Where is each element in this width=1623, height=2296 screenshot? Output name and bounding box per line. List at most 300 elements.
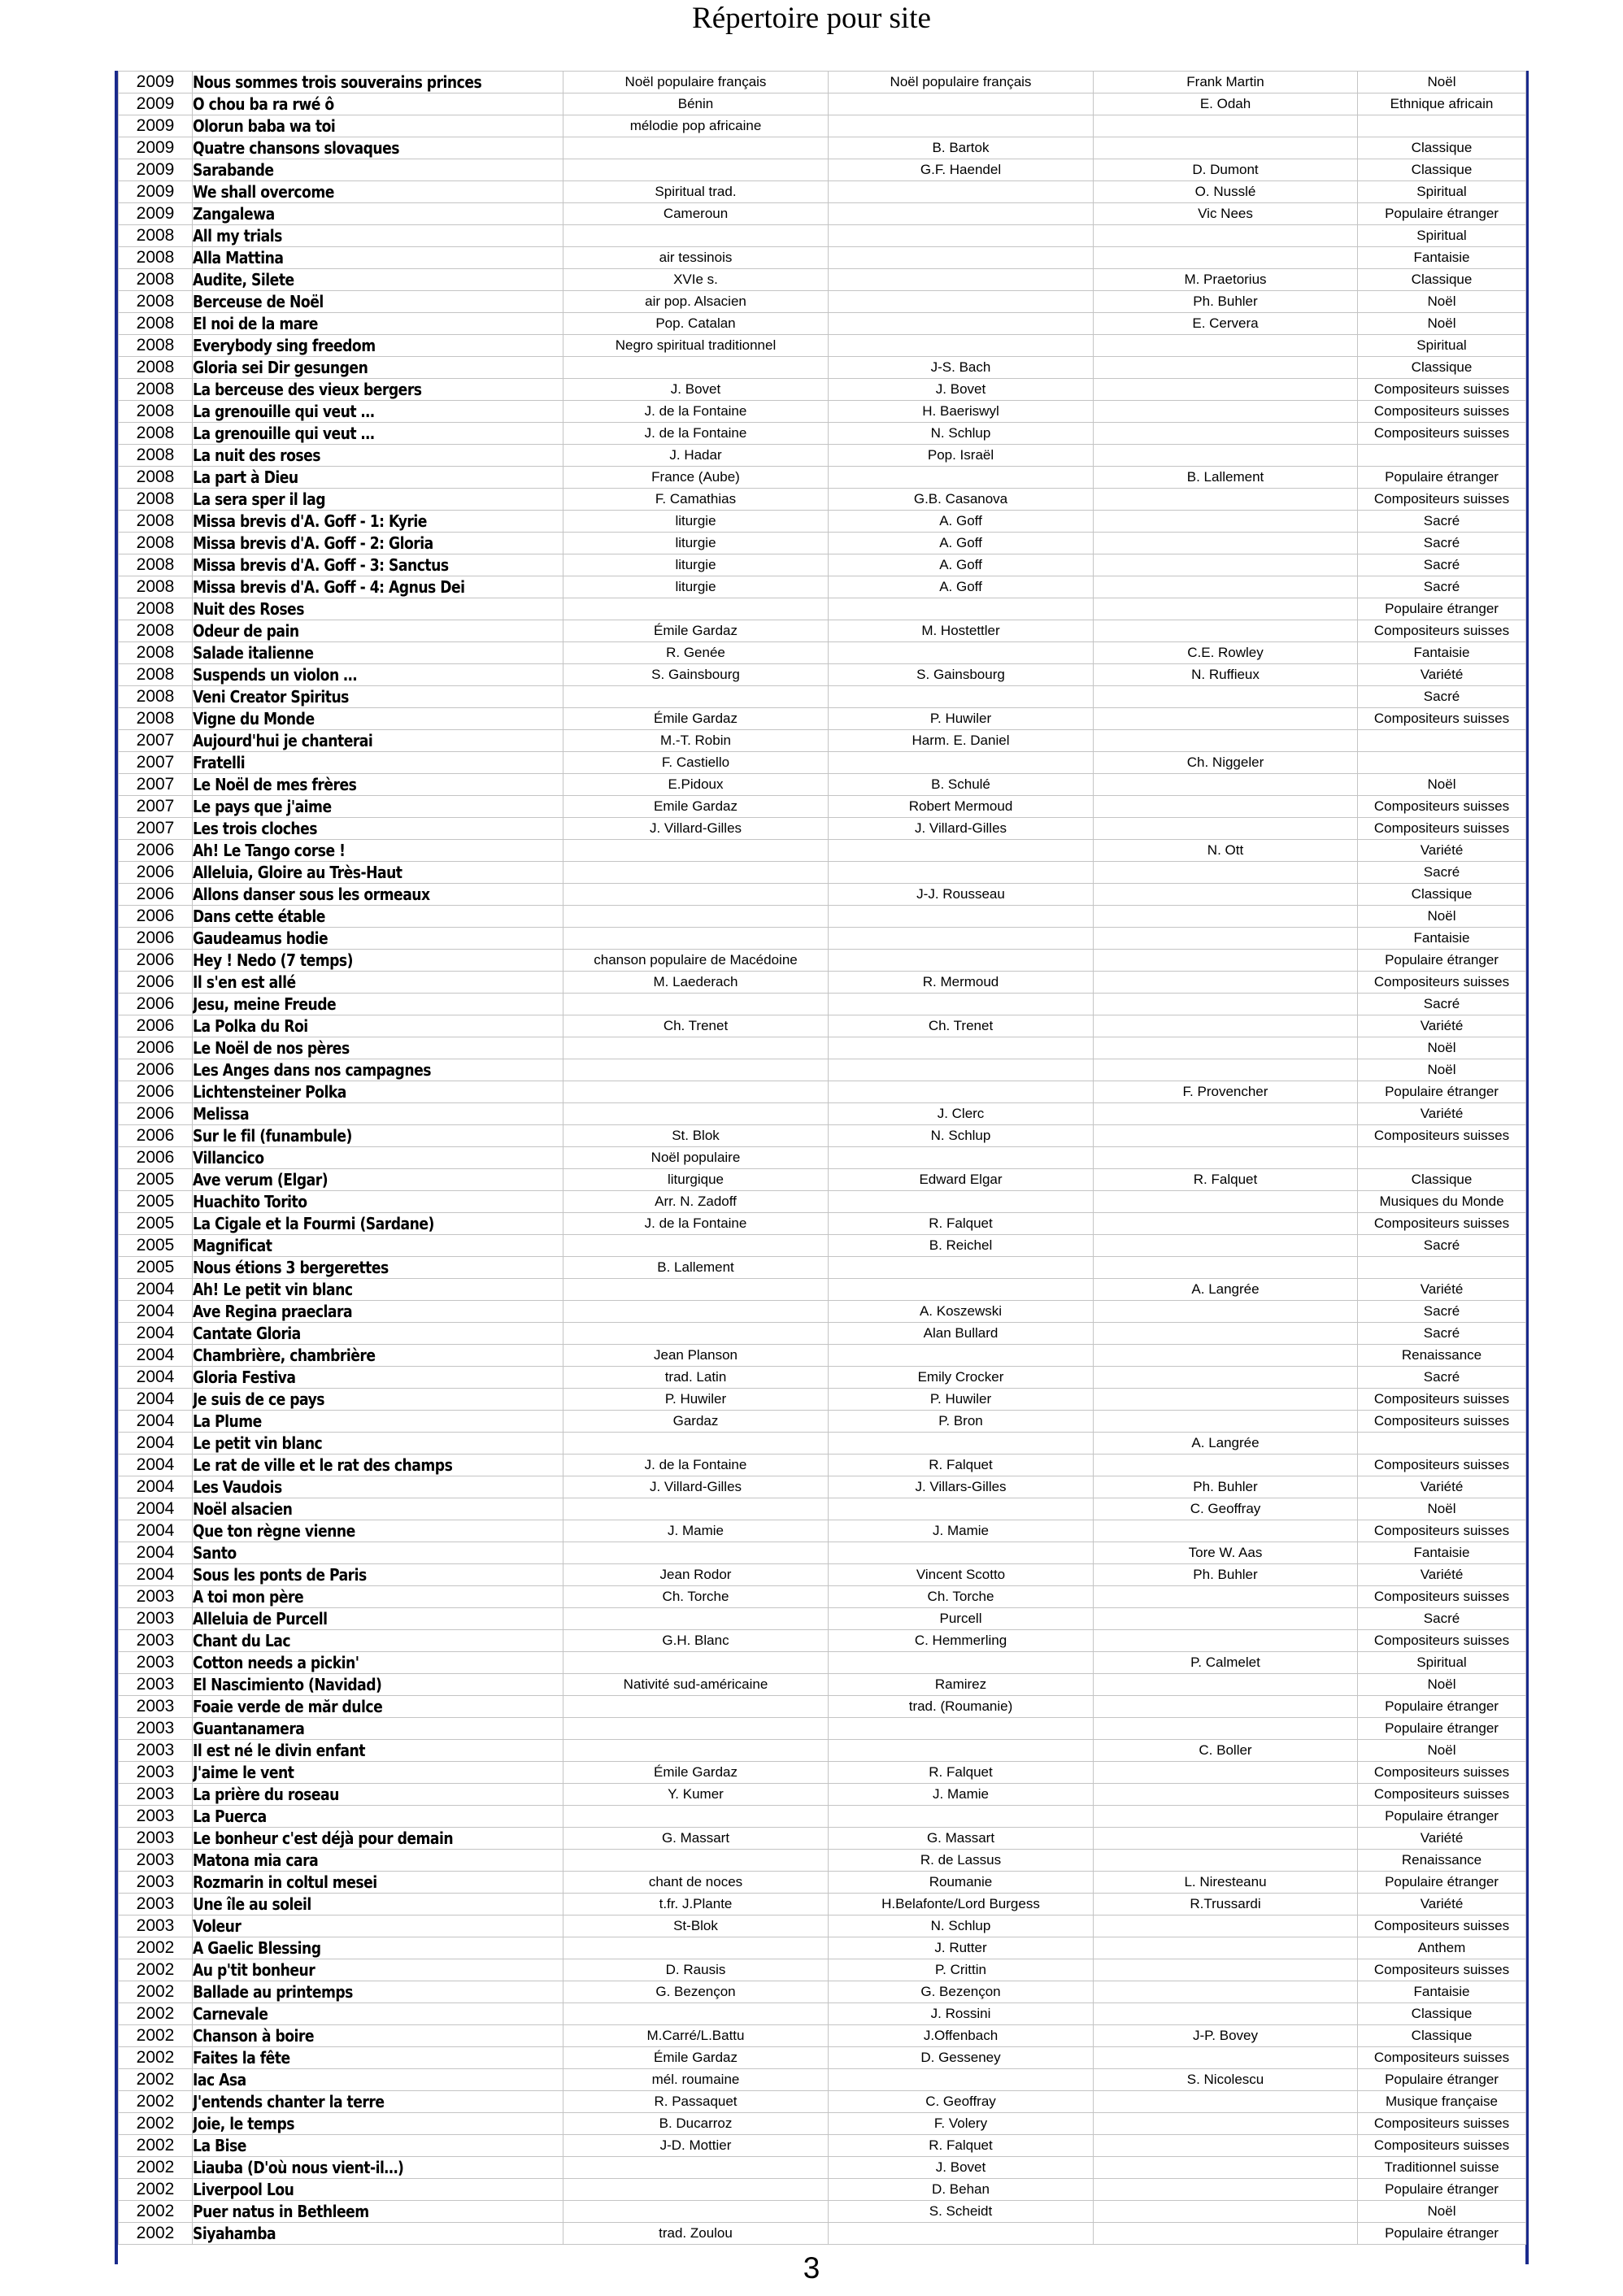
table-row: [119, 1608, 1526, 1630]
lyrics-cell: [563, 840, 829, 862]
genre-cell: Musique française: [1358, 2091, 1526, 2113]
music-cell: [829, 686, 1094, 708]
title-text: Une île au soleil: [193, 1894, 311, 1914]
table-row: [119, 291, 1526, 313]
year-cell: 2006: [119, 1103, 193, 1125]
title-text: Le bonheur c'est déjà pour demain: [193, 1829, 454, 1848]
music-cell: [829, 1542, 1094, 1564]
music-cell: [829, 225, 1094, 247]
genre-cell: Populaire étranger: [1358, 950, 1526, 972]
year-cell: 2009: [119, 93, 193, 115]
title-text: Villancico: [193, 1148, 264, 1168]
title-cell: [193, 928, 563, 950]
table-row: [119, 445, 1526, 467]
title-text: El noi de la mare: [193, 314, 318, 333]
music-cell: [829, 950, 1094, 972]
arrangement-cell: M. Praetorius: [1094, 269, 1358, 291]
genre-cell: Classique: [1358, 357, 1526, 379]
arrangement-cell: [1094, 1586, 1358, 1608]
title-cell: [193, 357, 563, 379]
title-text: Chambrière, chambrière: [193, 1346, 376, 1365]
title-text: Hey ! Nedo (7 temps): [193, 950, 353, 970]
arrangement-cell: N. Ruffieux: [1094, 664, 1358, 686]
title-text: Nuit des Roses: [193, 599, 304, 619]
music-cell: H.Belafonte/Lord Burgess: [829, 1894, 1094, 1916]
arrangement-cell: [1094, 1455, 1358, 1476]
lyrics-cell: [563, 2003, 829, 2025]
table-row: [119, 950, 1526, 972]
music-cell: [829, 1059, 1094, 1081]
year-cell: 2008: [119, 708, 193, 730]
table-row: [119, 1213, 1526, 1235]
lyrics-cell: G. Massart: [563, 1828, 829, 1850]
year-cell: 2008: [119, 291, 193, 313]
genre-cell: Sacré: [1358, 1301, 1526, 1323]
lyrics-cell: [563, 1037, 829, 1059]
genre-cell: Sacré: [1358, 1323, 1526, 1345]
year-cell: 2006: [119, 1015, 193, 1037]
table-row: [119, 1345, 1526, 1367]
table-row: [119, 840, 1526, 862]
lyrics-cell: Jean Planson: [563, 1345, 829, 1367]
music-cell: Harm. E. Daniel: [829, 730, 1094, 752]
table-row: [119, 620, 1526, 642]
genre-cell: Populaire étranger: [1358, 1696, 1526, 1718]
lyrics-cell: Negro spiritual traditionnel: [563, 335, 829, 357]
year-cell: 2008: [119, 554, 193, 576]
table-row: [119, 115, 1526, 137]
year-cell: 2003: [119, 1784, 193, 1806]
arrangement-cell: [1094, 730, 1358, 752]
genre-cell: Compositeurs suisses: [1358, 1762, 1526, 1784]
genre-cell: Compositeurs suisses: [1358, 2047, 1526, 2069]
title-text: Suspends un violon …: [193, 665, 357, 685]
title-cell: [193, 1125, 563, 1147]
genre-cell: [1358, 115, 1526, 137]
year-cell: 2003: [119, 1630, 193, 1652]
lyrics-cell: Ch. Trenet: [563, 1015, 829, 1037]
music-cell: Robert Mermoud: [829, 796, 1094, 818]
arrangement-cell: [1094, 1125, 1358, 1147]
title-text: Le Noël de mes frères: [193, 775, 357, 794]
arrangement-cell: J-P. Bovey: [1094, 2025, 1358, 2047]
title-cell: [193, 1762, 563, 1784]
title-cell: [193, 1213, 563, 1235]
arrangement-cell: [1094, 1762, 1358, 1784]
title-text: La sera sper il lag: [193, 489, 326, 509]
table-row: [119, 994, 1526, 1015]
lyrics-cell: [563, 2201, 829, 2223]
title-text: Le petit vin blanc: [193, 1433, 323, 1453]
table-row: [119, 1981, 1526, 2003]
lyrics-cell: XVIe s.: [563, 269, 829, 291]
arrangement-cell: [1094, 2157, 1358, 2179]
table-row: [119, 1542, 1526, 1564]
title-text: Au p'tit bonheur: [193, 1960, 315, 1980]
table-row: [119, 972, 1526, 994]
title-cell: [193, 1345, 563, 1367]
title-text: La part à Dieu: [193, 467, 298, 487]
music-cell: P. Crittin: [829, 1959, 1094, 1981]
title-cell: [193, 1059, 563, 1081]
genre-cell: Sacré: [1358, 576, 1526, 598]
genre-cell: Noël: [1358, 1037, 1526, 1059]
title-cell: [193, 1389, 563, 1411]
title-text: Gloria Festiva: [193, 1368, 296, 1387]
title-cell: [193, 884, 563, 906]
genre-cell: [1358, 752, 1526, 774]
music-cell: J. Bovet: [829, 2157, 1094, 2179]
arrangement-cell: [1094, 1235, 1358, 1257]
table-row: [119, 2135, 1526, 2157]
lyrics-cell: [563, 906, 829, 928]
title-cell: [193, 2157, 563, 2179]
title-cell: [193, 2135, 563, 2157]
lyrics-cell: chant de noces: [563, 1872, 829, 1894]
arrangement-cell: [1094, 1345, 1358, 1367]
title-text: La nuit des roses: [193, 446, 321, 465]
year-cell: 2006: [119, 1125, 193, 1147]
table-row: [119, 1081, 1526, 1103]
music-cell: [829, 1718, 1094, 1740]
title-cell: [193, 401, 563, 423]
year-cell: 2007: [119, 796, 193, 818]
title-cell: [193, 686, 563, 708]
title-cell: [193, 2113, 563, 2135]
arrangement-cell: C. Geoffray: [1094, 1498, 1358, 1520]
arrangement-cell: [1094, 2047, 1358, 2069]
arrangement-cell: [1094, 1389, 1358, 1411]
table-row: [119, 1784, 1526, 1806]
lyrics-cell: B. Lallement: [563, 1257, 829, 1279]
genre-cell: Sacré: [1358, 1608, 1526, 1630]
table-row: [119, 796, 1526, 818]
music-cell: G.F. Haendel: [829, 159, 1094, 181]
table-row: [119, 1476, 1526, 1498]
title-text: Santo: [193, 1543, 237, 1563]
music-cell: [829, 1433, 1094, 1455]
lyrics-cell: Émile Gardaz: [563, 2047, 829, 2069]
arrangement-cell: Tore W. Aas: [1094, 1542, 1358, 1564]
year-cell: 2005: [119, 1191, 193, 1213]
music-cell: Pop. Israël: [829, 445, 1094, 467]
title-cell: [193, 906, 563, 928]
year-cell: 2004: [119, 1520, 193, 1542]
title-text: Alla Mattina: [193, 248, 284, 267]
lyrics-cell: F. Camathias: [563, 489, 829, 511]
lyrics-cell: G.H. Blanc: [563, 1630, 829, 1652]
year-cell: 2003: [119, 1916, 193, 1937]
title-text: Carnevale: [193, 2004, 268, 2024]
title-cell: [193, 1279, 563, 1301]
year-cell: 2002: [119, 2179, 193, 2201]
genre-cell: Compositeurs suisses: [1358, 401, 1526, 423]
arrangement-cell: [1094, 2135, 1358, 2157]
music-cell: J-J. Rousseau: [829, 884, 1094, 906]
title-cell: [193, 1169, 563, 1191]
arrangement-cell: S. Nicolescu: [1094, 2069, 1358, 2091]
music-cell: Alan Bullard: [829, 1323, 1094, 1345]
arrangement-cell: F. Provencher: [1094, 1081, 1358, 1103]
table-row: [119, 1652, 1526, 1674]
music-cell: P. Huwiler: [829, 1389, 1094, 1411]
lyrics-cell: Arr. N. Zadoff: [563, 1191, 829, 1213]
music-cell: trad. (Roumanie): [829, 1696, 1094, 1718]
table-row: [119, 708, 1526, 730]
year-cell: 2004: [119, 1323, 193, 1345]
year-cell: 2005: [119, 1257, 193, 1279]
lyrics-cell: air pop. Alsacien: [563, 291, 829, 313]
lyrics-cell: trad. Zoulou: [563, 2223, 829, 2245]
title-cell: [193, 511, 563, 533]
year-cell: 2006: [119, 972, 193, 994]
genre-cell: Compositeurs suisses: [1358, 1916, 1526, 1937]
title-cell: [193, 950, 563, 972]
table-row: [119, 1279, 1526, 1301]
title-text: Faites la fête: [193, 2048, 290, 2068]
title-cell: [193, 554, 563, 576]
genre-cell: Classique: [1358, 1169, 1526, 1191]
title-text: Jesu, meine Freude: [193, 994, 337, 1014]
arrangement-cell: [1094, 2179, 1358, 2201]
year-cell: 2008: [119, 379, 193, 401]
music-cell: N. Schlup: [829, 1125, 1094, 1147]
music-cell: [829, 313, 1094, 335]
year-cell: 2008: [119, 247, 193, 269]
arrangement-cell: [1094, 796, 1358, 818]
arrangement-cell: [1094, 708, 1358, 730]
title-cell: [193, 533, 563, 554]
title-text: Ave Regina praeclara: [193, 1302, 353, 1321]
table-row: [119, 401, 1526, 423]
lyrics-cell: liturgie: [563, 511, 829, 533]
year-cell: 2002: [119, 2047, 193, 2069]
genre-cell: Noël: [1358, 906, 1526, 928]
title-cell: [193, 972, 563, 994]
music-cell: Ch. Torche: [829, 1586, 1094, 1608]
title-text: La Puerca: [193, 1807, 267, 1826]
lyrics-cell: liturgie: [563, 576, 829, 598]
year-cell: 2007: [119, 818, 193, 840]
genre-cell: Sacré: [1358, 994, 1526, 1015]
genre-cell: Sacré: [1358, 511, 1526, 533]
year-cell: 2008: [119, 313, 193, 335]
arrangement-cell: [1094, 906, 1358, 928]
lyrics-cell: [563, 357, 829, 379]
music-cell: A. Goff: [829, 576, 1094, 598]
table-row: [119, 1586, 1526, 1608]
genre-cell: Noël: [1358, 1740, 1526, 1762]
lyrics-cell: [563, 1850, 829, 1872]
music-cell: P. Huwiler: [829, 708, 1094, 730]
table-row: [119, 1411, 1526, 1433]
lyrics-cell: J. de la Fontaine: [563, 1455, 829, 1476]
lyrics-cell: J. de la Fontaine: [563, 1213, 829, 1235]
title-text: Iac Asa: [193, 2070, 246, 2089]
table-row: [119, 2091, 1526, 2113]
year-cell: 2002: [119, 2113, 193, 2135]
arrangement-cell: [1094, 972, 1358, 994]
title-text: Sarabande: [193, 160, 274, 180]
title-cell: [193, 774, 563, 796]
title-cell: [193, 1257, 563, 1279]
year-cell: 2002: [119, 2069, 193, 2091]
music-cell: Purcell: [829, 1608, 1094, 1630]
lyrics-cell: Noël populaire français: [563, 72, 829, 93]
lyrics-cell: J. Mamie: [563, 1520, 829, 1542]
table-row: [119, 1674, 1526, 1696]
music-cell: [829, 1498, 1094, 1520]
genre-cell: Fantaisie: [1358, 1542, 1526, 1564]
title-cell: [193, 2069, 563, 2091]
table-row: [119, 1455, 1526, 1476]
title-cell: [193, 1081, 563, 1103]
title-cell: [193, 598, 563, 620]
title-cell: [193, 467, 563, 489]
arrangement-cell: A. Langrée: [1094, 1279, 1358, 1301]
title-text: Il s'en est allé: [193, 972, 296, 992]
music-cell: [829, 247, 1094, 269]
year-cell: 2006: [119, 994, 193, 1015]
table-row: [119, 1872, 1526, 1894]
music-cell: [829, 1345, 1094, 1367]
arrangement-cell: [1094, 401, 1358, 423]
music-cell: [829, 598, 1094, 620]
table-row: [119, 203, 1526, 225]
title-cell: [193, 1455, 563, 1476]
year-cell: 2009: [119, 115, 193, 137]
music-cell: [829, 752, 1094, 774]
music-cell: [829, 906, 1094, 928]
title-text: Liverpool Lou: [193, 2180, 294, 2199]
lyrics-cell: [563, 928, 829, 950]
arrangement-cell: [1094, 379, 1358, 401]
arrangement-cell: [1094, 1037, 1358, 1059]
lyrics-cell: R. Genée: [563, 642, 829, 664]
genre-cell: Fantaisie: [1358, 642, 1526, 664]
music-cell: [829, 1257, 1094, 1279]
title-text: Allons danser sous les ormeaux: [193, 885, 430, 904]
genre-cell: Compositeurs suisses: [1358, 379, 1526, 401]
music-cell: N. Schlup: [829, 423, 1094, 445]
arrangement-cell: E. Odah: [1094, 93, 1358, 115]
lyrics-cell: t.fr. J.Plante: [563, 1894, 829, 1916]
lyrics-cell: Y. Kumer: [563, 1784, 829, 1806]
table-row: [119, 2069, 1526, 2091]
title-text: Alleluia, Gloire au Très-Haut: [193, 863, 402, 882]
arrangement-cell: A. Langrée: [1094, 1433, 1358, 1455]
table-row: [119, 906, 1526, 928]
year-cell: 2009: [119, 159, 193, 181]
arrangement-cell: [1094, 357, 1358, 379]
year-cell: 2004: [119, 1433, 193, 1455]
genre-cell: Anthem: [1358, 1937, 1526, 1959]
title-text: J'entends chanter la terre: [193, 2092, 385, 2111]
table-row: [119, 2179, 1526, 2201]
table-row: [119, 1696, 1526, 1718]
genre-cell: Compositeurs suisses: [1358, 1630, 1526, 1652]
arrangement-cell: [1094, 335, 1358, 357]
lyrics-cell: [563, 994, 829, 1015]
title-text: O chou ba ra rwé ô: [193, 94, 334, 114]
music-cell: [829, 1081, 1094, 1103]
arrangement-cell: [1094, 554, 1358, 576]
title-cell: [193, 752, 563, 774]
lyrics-cell: J. Bovet: [563, 379, 829, 401]
genre-cell: Spiritual: [1358, 181, 1526, 203]
title-text: La Polka du Roi: [193, 1016, 308, 1036]
genre-cell: Compositeurs suisses: [1358, 972, 1526, 994]
title-cell: [193, 2025, 563, 2047]
lyrics-cell: [563, 862, 829, 884]
lyrics-cell: St. Blok: [563, 1125, 829, 1147]
title-cell: [193, 1608, 563, 1630]
title-cell: [193, 708, 563, 730]
title-text: Missa brevis d'A. Goff - 4: Agnus Dei: [193, 577, 465, 597]
lyrics-cell: Emile Gardaz: [563, 796, 829, 818]
genre-cell: Sacré: [1358, 1367, 1526, 1389]
year-cell: 2004: [119, 1279, 193, 1301]
lyrics-cell: Nativité sud-américaine: [563, 1674, 829, 1696]
title-text: Berceuse de Noël: [193, 292, 324, 311]
lyrics-cell: liturgie: [563, 554, 829, 576]
music-cell: [829, 93, 1094, 115]
title-text: Odeur de pain: [193, 621, 299, 641]
genre-cell: Populaire étranger: [1358, 203, 1526, 225]
year-cell: 2006: [119, 928, 193, 950]
title-cell: [193, 576, 563, 598]
arrangement-cell: O. Nusslé: [1094, 181, 1358, 203]
lyrics-cell: [563, 1301, 829, 1323]
genre-cell: Classique: [1358, 2003, 1526, 2025]
year-cell: 2002: [119, 2003, 193, 2025]
year-cell: 2007: [119, 730, 193, 752]
arrangement-cell: [1094, 1520, 1358, 1542]
table-row: [119, 1916, 1526, 1937]
title-cell: [193, 159, 563, 181]
music-cell: H. Baeriswyl: [829, 401, 1094, 423]
title-text: Huachito Torito: [193, 1192, 307, 1211]
lyrics-cell: [563, 2157, 829, 2179]
lyrics-cell: P. Huwiler: [563, 1389, 829, 1411]
title-cell: [193, 1740, 563, 1762]
table-row: [119, 1235, 1526, 1257]
arrangement-cell: [1094, 1850, 1358, 1872]
genre-cell: Populaire étranger: [1358, 598, 1526, 620]
table-row: [119, 1169, 1526, 1191]
title-text: El Nascimiento (Navidad): [193, 1675, 382, 1694]
lyrics-cell: J. de la Fontaine: [563, 423, 829, 445]
title-cell: [193, 1784, 563, 1806]
year-cell: 2006: [119, 950, 193, 972]
table-row: [119, 2025, 1526, 2047]
title-cell: [193, 1323, 563, 1345]
genre-cell: Classique: [1358, 159, 1526, 181]
title-cell: [193, 1498, 563, 1520]
title-text: La Plume: [193, 1411, 262, 1431]
arrangement-cell: [1094, 950, 1358, 972]
table-row: [119, 774, 1526, 796]
title-text: Puer natus in Bethleem: [193, 2202, 369, 2221]
title-cell: [193, 313, 563, 335]
title-text: Missa brevis d'A. Goff - 2: Gloria: [193, 533, 433, 553]
repertoire-table-body: [119, 72, 1526, 2245]
genre-cell: Noël: [1358, 1059, 1526, 1081]
music-cell: R. de Lassus: [829, 1850, 1094, 1872]
arrangement-cell: Ph. Buhler: [1094, 1564, 1358, 1586]
genre-cell: Populaire étranger: [1358, 2179, 1526, 2201]
year-cell: 2003: [119, 1586, 193, 1608]
